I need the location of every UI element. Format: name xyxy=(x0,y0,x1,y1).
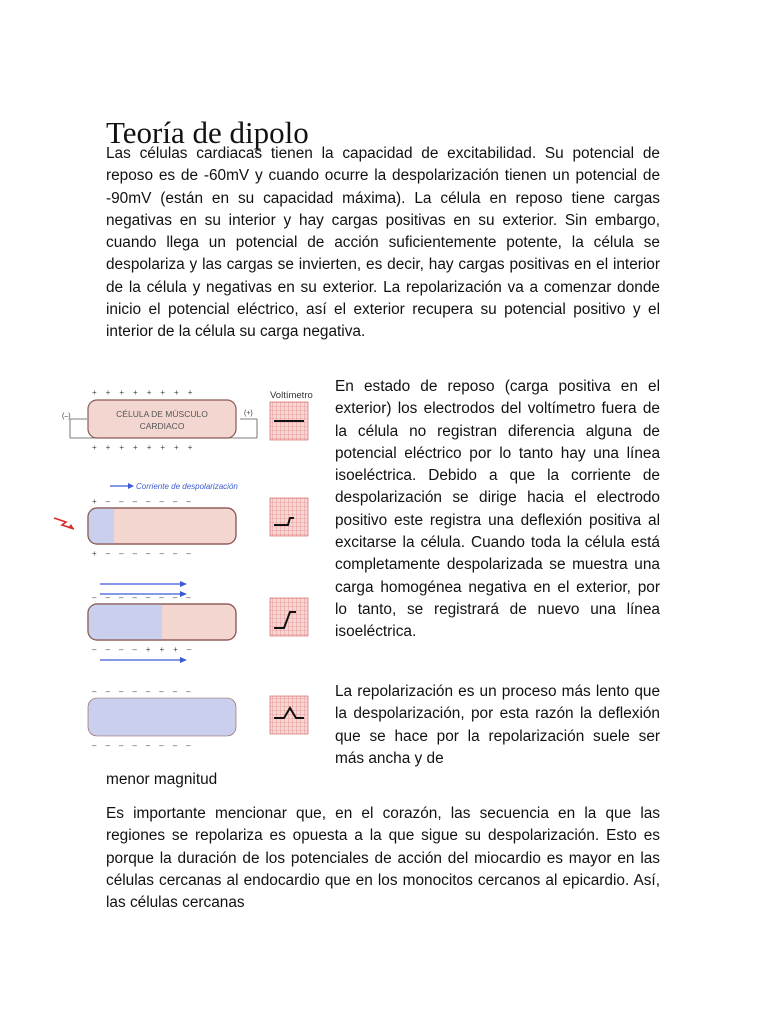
dipole-diagram xyxy=(52,378,324,753)
panel-fully-depolarized xyxy=(88,687,308,750)
voltmeter-label: Voltímetro xyxy=(270,390,313,401)
electrode-minus-label: (–) xyxy=(62,413,71,420)
current-arrowhead-3a xyxy=(180,581,187,587)
electrode-plus-label: (+) xyxy=(244,410,253,417)
cell-depolarized-region-3 xyxy=(88,604,162,640)
cell-label-line1: CÉLULA DE MÚSCULO xyxy=(116,409,208,419)
outer-charges-top-4: –––––––– xyxy=(92,687,200,696)
current-arrowhead-3c xyxy=(180,657,187,663)
page-title: Teoría de dipolo xyxy=(106,114,309,150)
voltmeter-screen-4 xyxy=(270,696,308,734)
cell-depolarized-region-2 xyxy=(88,508,114,544)
outer-charges-top-3: –––––––– xyxy=(92,593,200,602)
cell-depolarized xyxy=(88,698,236,736)
panel-depolarization-spread xyxy=(88,581,308,663)
repolarization-paragraph: La repolarización es un proceso más lento que la despolarización, por esta razón la deflexión que se hace por la repolarización suele ser más ancha y de xyxy=(335,683,660,767)
outer-charges-bottom-3: ––––+++– xyxy=(92,645,201,654)
current-arrowhead-1 xyxy=(128,483,134,489)
outer-charges-top-2: +––––––– xyxy=(92,497,200,506)
outer-charges-bottom-2: +––––––– xyxy=(92,549,200,558)
panel-depolarization-start xyxy=(54,482,308,558)
outer-charges-bottom: ++++++++ xyxy=(92,443,202,452)
repolarization-paragraph-tail: menor magnitud xyxy=(106,771,218,788)
rest-state-paragraph: En estado de reposo (carga positiva en el exterior) los electrodos del voltímetro fuera de la célula no registran diferencia alguna de potencial eléctrico por lo tanto hay una línea isoeléctrica. Debido a que la corriente de despolarización se dirige hacia el electrodo positivo este registra una deflexión positiva al excitarse la célula. Cuando toda la célula está completamente despolarizada se muestra una carga homogénea negativa en el exterior, por lo tanto, se registrará de nuevo una línea isoeléctrica. xyxy=(335,378,660,641)
current-label: Corriente de despolarización xyxy=(136,482,238,491)
panel-resting xyxy=(62,388,313,452)
outer-charges-bottom-4: –––––––– xyxy=(92,741,200,750)
dipole-figure xyxy=(52,378,324,758)
voltmeter-screen-2 xyxy=(270,498,308,536)
outer-charges-top: ++++++++ xyxy=(92,388,202,397)
closing-paragraph: Es importante mencionar que, en el corazón, las secuencia en la que las regiones se repolariza es opuesta a la que sigue su despolarización. Esto es porque la duración de los potenciales de acción del miocardio es mayor en las células cercanas al endocardio que en los monocitos cercanos al epicardio. Así, las células cercanas xyxy=(106,805,660,912)
cell-label-line2: CARDIACO xyxy=(139,421,185,431)
intro-paragraph: Las células cardiacas tienen la capacidad de excitabilidad. Su potencial de reposo es de -60mV y cuando ocurre la despolarización tienen un potencial de -90mV (están en su capacidad máxima). La célula en reposo tiene cargas negativas en su interior y hay cargas positivas en su exterior. Sin embargo, cuando llega un potencial de acción suficientemente potente, la célula se despolariza y las cargas se invierten, es decir, hay cargas positivas en el interior de la célula y negativas en su exterior. La repolarización va a comenzar donde inicio el potencial eléctrico, así el exterior recupera su potencial positivo y el interior de la célula su carga negativa. xyxy=(106,145,660,341)
cell-resting xyxy=(88,400,236,438)
